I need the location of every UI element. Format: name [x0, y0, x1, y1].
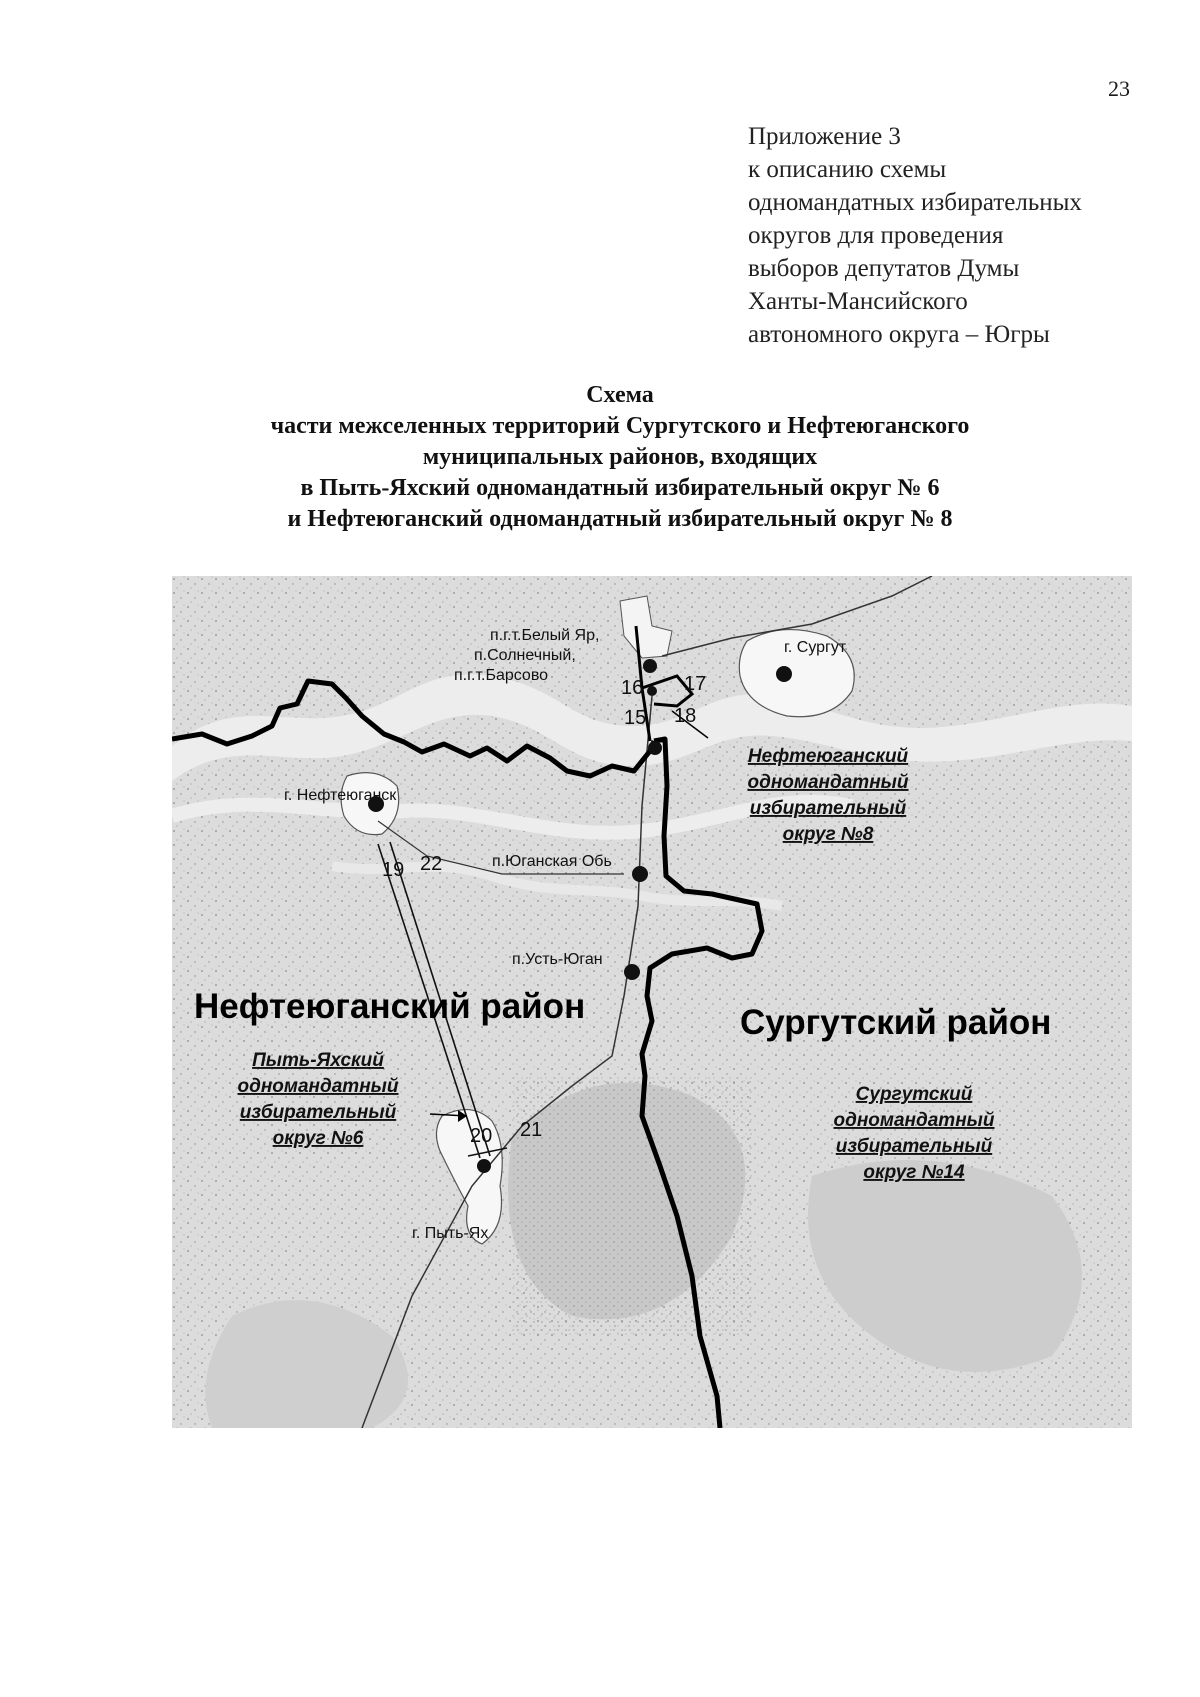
settlement-marker [624, 964, 640, 980]
title-line: части межселенных территорий Сургутского и Нефтеюганского [270, 413, 970, 439]
point-number: 16 [621, 677, 644, 699]
label-district-14: Сургутский [855, 1084, 973, 1105]
label-beliy-yar: п.г.т.Белый Яр, [490, 627, 600, 644]
point-number: 19 [382, 859, 405, 881]
label-nefteyugansk: г. Нефтеюганск [284, 787, 397, 804]
label-yuganskaya-ob: п.Юганская Обь [492, 853, 612, 870]
point-number: 21 [520, 1119, 543, 1141]
settlement-marker [477, 1159, 491, 1173]
label-pyt-yakh: г. Пыть-Ях [412, 1225, 489, 1242]
label-district-6: избирательный [239, 1102, 397, 1123]
label-district-14: избирательный [835, 1136, 993, 1157]
label-district-8: Нефтеюганский [747, 746, 909, 767]
label-ust-yugan: п.Усть-Юган [512, 951, 603, 968]
label-district-8: одномандатный [747, 772, 909, 793]
title-line: Схема [586, 382, 654, 408]
title-line: и Нефтеюганский одномандатный избирательный округ № 8 [287, 506, 953, 532]
label-district-8: избирательный [749, 798, 907, 819]
appendix-line: Приложение 3 [748, 123, 901, 150]
appendix-line: к описанию схемы [748, 156, 947, 183]
appendix-note [748, 120, 1148, 351]
settlement-marker [643, 659, 657, 673]
point-number: 18 [674, 705, 697, 727]
settlement-marker [647, 686, 657, 696]
settlement-marker [776, 666, 792, 682]
point-number: 17 [684, 673, 707, 695]
appendix-line: одномандатных избирательных [748, 189, 1082, 216]
point-number: 15 [624, 707, 647, 729]
settlement-marker [632, 866, 648, 882]
appendix-line: выборов депутатов Думы [748, 255, 1020, 282]
label-nefteyugansky-district: Нефтеюганский район [194, 987, 586, 1026]
marsh-texture [512, 1076, 752, 1336]
label-district-6: Пыть-Яхский [252, 1050, 384, 1071]
point-number: 22 [420, 853, 443, 875]
label-surgutsky-district: Сургутский район [740, 1003, 1052, 1042]
map-svg [172, 576, 1132, 1428]
label-barsovo: п.г.т.Барсово [454, 667, 549, 684]
label-district-8: округ №8 [782, 824, 874, 845]
title-line: в Пыть-Яхский одномандатный избирательный округ № 6 [300, 475, 940, 501]
page-number: 23 [1108, 76, 1130, 101]
label-district-14: округ №14 [863, 1162, 965, 1183]
label-district-6: одномандатный [237, 1076, 399, 1097]
appendix-line: автономного округа – Югры [748, 321, 1050, 348]
document-title [160, 380, 1080, 535]
title-line: муниципальных районов, входящих [422, 444, 818, 470]
district-map [172, 576, 1132, 1428]
appendix-line: Ханты-Мансийского [748, 288, 968, 315]
label-district-6: округ №6 [272, 1128, 364, 1149]
point-number: 20 [470, 1125, 493, 1147]
label-surgut: г. Сургут [784, 639, 847, 656]
settlement-marker [648, 741, 662, 755]
appendix-line: округов для проведения [748, 222, 1004, 249]
label-district-14: одномандатный [833, 1110, 995, 1131]
label-solnechny: п.Солнечный, [474, 647, 576, 664]
